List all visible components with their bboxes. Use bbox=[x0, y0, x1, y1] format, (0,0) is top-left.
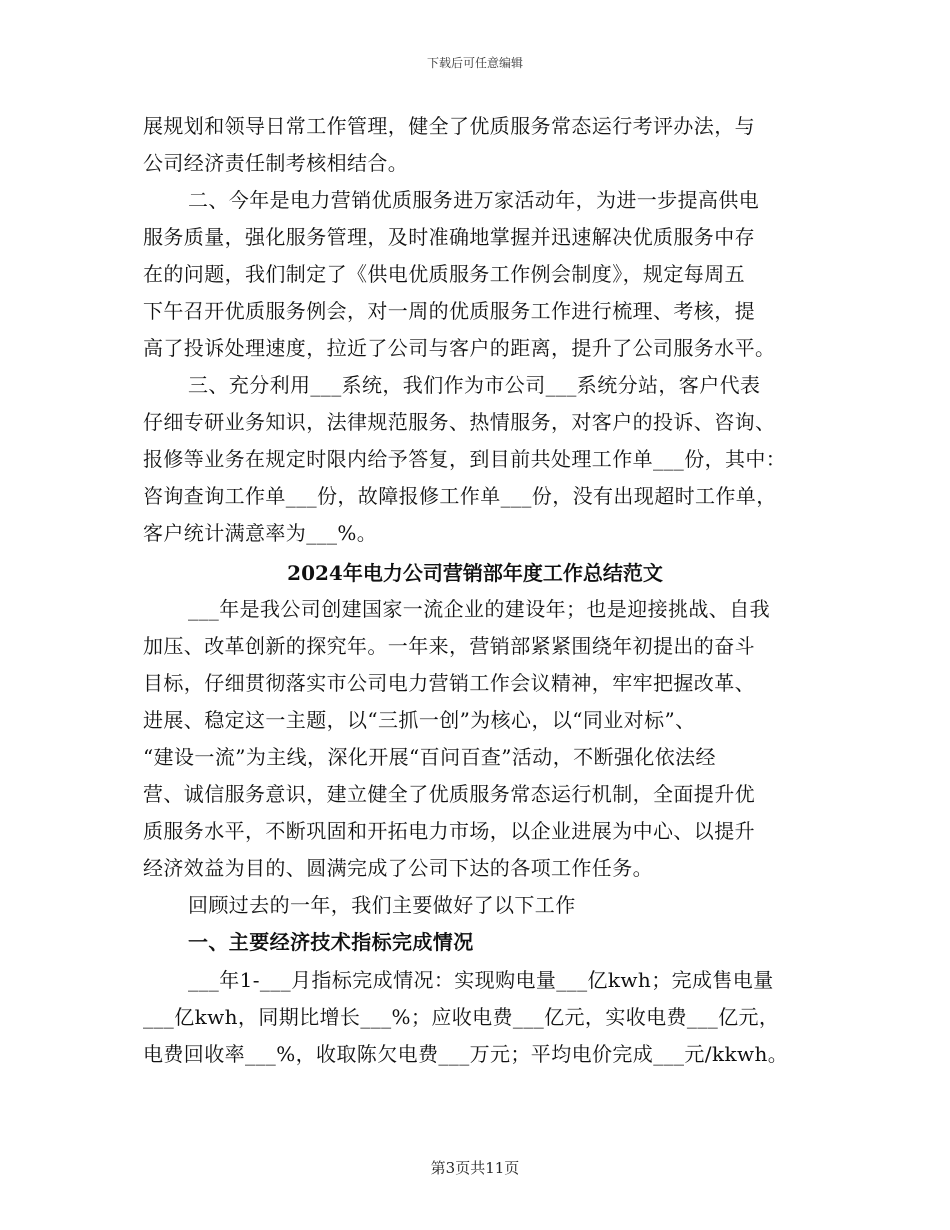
page-header: 下载后可任意编辑 bbox=[426, 56, 523, 70]
body-line: ___年1-___月指标完成情况：实现购电量___亿kwh；完成售电量 bbox=[188, 968, 774, 992]
body-line: 公司经济责任制考核相结合。 bbox=[143, 151, 409, 175]
page-footer: 第3页共11页 bbox=[430, 1159, 520, 1177]
body-line: 报修等业务在规定时限内给予答复，到目前共处理工作单___份，其中： bbox=[143, 447, 787, 471]
body-line: 高了投诉处理速度，拉近了公司与客户的距离，提升了公司服务水平。 bbox=[143, 336, 776, 360]
document-title: 2024年电力公司营销部年度工作总结范文 bbox=[287, 561, 663, 585]
body-line: 二、今年是电力营销优质服务进万家活动年，为进一步提高供电 bbox=[188, 188, 760, 212]
section-heading: 一、主要经济技术指标完成情况 bbox=[188, 930, 474, 954]
body-line: “建设一流”为主线，深化开展“百问百查”活动，不断强化依法经 bbox=[143, 745, 716, 769]
body-line: 经济效益为目的、圆满完成了公司下达的各项工作任务。 bbox=[143, 856, 653, 880]
body-line: 在的问题，我们制定了《供电优质服务工作例会制度》，规定每周五 bbox=[143, 262, 745, 286]
body-line: 咨询查询工作单___份，故障报修工作单___份，没有出现超时工作单， bbox=[143, 484, 777, 508]
body-line: 客户统计满意率为___%。 bbox=[143, 521, 378, 545]
body-line: 电费回收率___%，收取陈欠电费___万元；平均电价完成___元/kkwh。 bbox=[143, 1042, 789, 1066]
body-line: 展规划和领导日常工作管理，健全了优质服务常态运行考评办法，与 bbox=[143, 114, 755, 138]
body-line: 服务质量，强化服务管理，及时准确地掌握并迅速解决优质服务中存 bbox=[143, 225, 755, 249]
body-line: 营、诚信服务意识，建立健全了优质服务常态运行机制，全面提升优 bbox=[143, 782, 755, 806]
body-line: 下午召开优质服务例会，对一周的优质服务工作进行梳理、考核，提 bbox=[143, 299, 755, 323]
body-line: 质服务水平，不断巩固和开拓电力市场，以企业进展为中心、以提升 bbox=[143, 819, 755, 843]
body-line: 三、充分利用___系统，我们作为市公司___系统分站，客户代表 bbox=[188, 373, 761, 397]
body-line: ___亿kwh，同期比增长___%；应收电费___亿元，实收电费___亿元， bbox=[143, 1005, 780, 1029]
body-line: 进展、稳定这一主题，以“三抓一创”为核心，以“同业对标”、 bbox=[143, 708, 696, 732]
body-line: 加压、改革创新的探究年。一年来，营销部紧紧围绕年初提出的奋斗 bbox=[143, 634, 755, 658]
body-line: 仔细专研业务知识，法律规范服务、热情服务，对客户的投诉、咨询、 bbox=[143, 410, 776, 434]
body-line: 回顾过去的一年，我们主要做好了以下工作 bbox=[188, 893, 576, 917]
body-line: 目标，仔细贯彻落实市公司电力营销工作会议精神，牢牢把握改革、 bbox=[143, 671, 755, 695]
body-line: ___年是我公司创建国家一流企业的建设年；也是迎接挑战、自我 bbox=[188, 597, 770, 621]
